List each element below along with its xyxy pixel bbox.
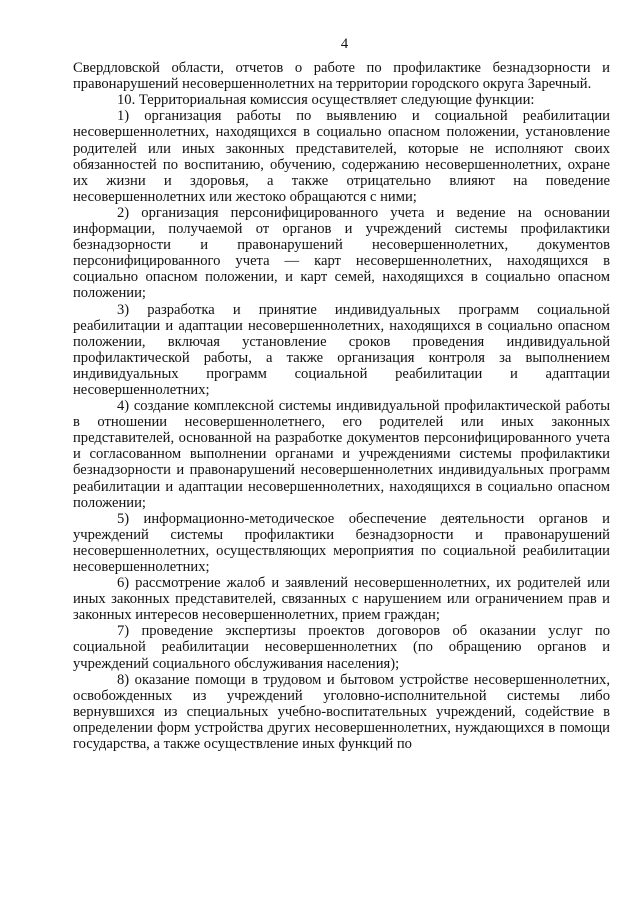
paragraph-function-1: 1) организация работы по выявлению и социальной реабилитации несовершеннолетних, находящихся в социально опасном положении, установление родителей или иных законных представителей, которые не исполняют своих обязанностей по воспитанию, обучению, содержанию несовершеннолетних, охране их жизни и здоровья, а также отрицательно влияют на поведение несовершеннолетних или жестоко обращаются с ними; [73,108,610,205]
paragraph-function-8: 8) оказание помощи в трудовом и бытовом устройстве несовершеннолетних, освобожденных из учреждений уголовно-исполнительной системы либо вернувшихся из специальных учебно-воспитательных учреждений, содействие в определении форм устройства других несовершеннолетних, нуждающихся в помощи государства, а также осуществление иных функций по [73,671,610,753]
paragraph-function-5: 5) информационно-методическое обеспечение деятельности органов и учреждений системы профилактики безнадзорности и правонарушений несовершеннолетних, осуществляющих мероприятия по социальной реабилитации несовершеннолетних; [73,510,610,575]
page-number: 4 [340,36,349,52]
paragraph-functions-intro: 10. Территориальная комиссия осуществляет следующие функции: [117,92,535,109]
paragraph-continuation: Свердловской области, отчетов о работе по профилактике безнадзорности и правонарушений несовершеннолетних на территории городского округа Заречный. [73,60,610,93]
paragraph-function-3: 3) разработка и принятие индивидуальных программ социальной реабилитации и адаптации несовершеннолетних, находящихся в социально опасном положении, включая установление сроков проведения индивидуальной профилактической работы, а также организация контроля за выполнением индивидуальных программ социальной реабилитации и адаптации несовершеннолетних; [73,301,610,398]
paragraph-function-4: 4) создание комплексной системы индивидуальной профилактической работы в отношении несовершеннолетнего, его родителей или иных законных представителей, основанной на разработке документов персонифицированного учета и согласованном выполнении органами и учреждениями системы профилактики безнадзорности и правонарушений несовершеннолетних индивидуальных программ реабилитации и адаптации несовершеннолетних, находящихся в социально опасном положении; [73,398,610,511]
paragraph-function-6: 6) рассмотрение жалоб и заявлений несовершеннолетних, их родителей или иных законных представителей, связанных с нарушением или ограничением прав и законных интересов несовершеннолетних, прием граждан; [73,575,610,624]
document-page [73,36,610,752]
paragraph-function-2: 2) организация персонифицированного учета и ведение на основании информации, получаемой от органов и учреждений системы профилактики безнадзорности и правонарушений несовершеннолетних, документов персонифицированного учета — карт несовершеннолетних, находящихся в социально опасном положении, и карт семей, находящихся в социально опасном положении; [73,204,610,302]
paragraph-function-7: 7) проведение экспертизы проектов договоров об оказании услуг по социальной реабилитации несовершеннолетних (по обращению органов и учреждений социального обслуживания населения); [73,623,610,672]
